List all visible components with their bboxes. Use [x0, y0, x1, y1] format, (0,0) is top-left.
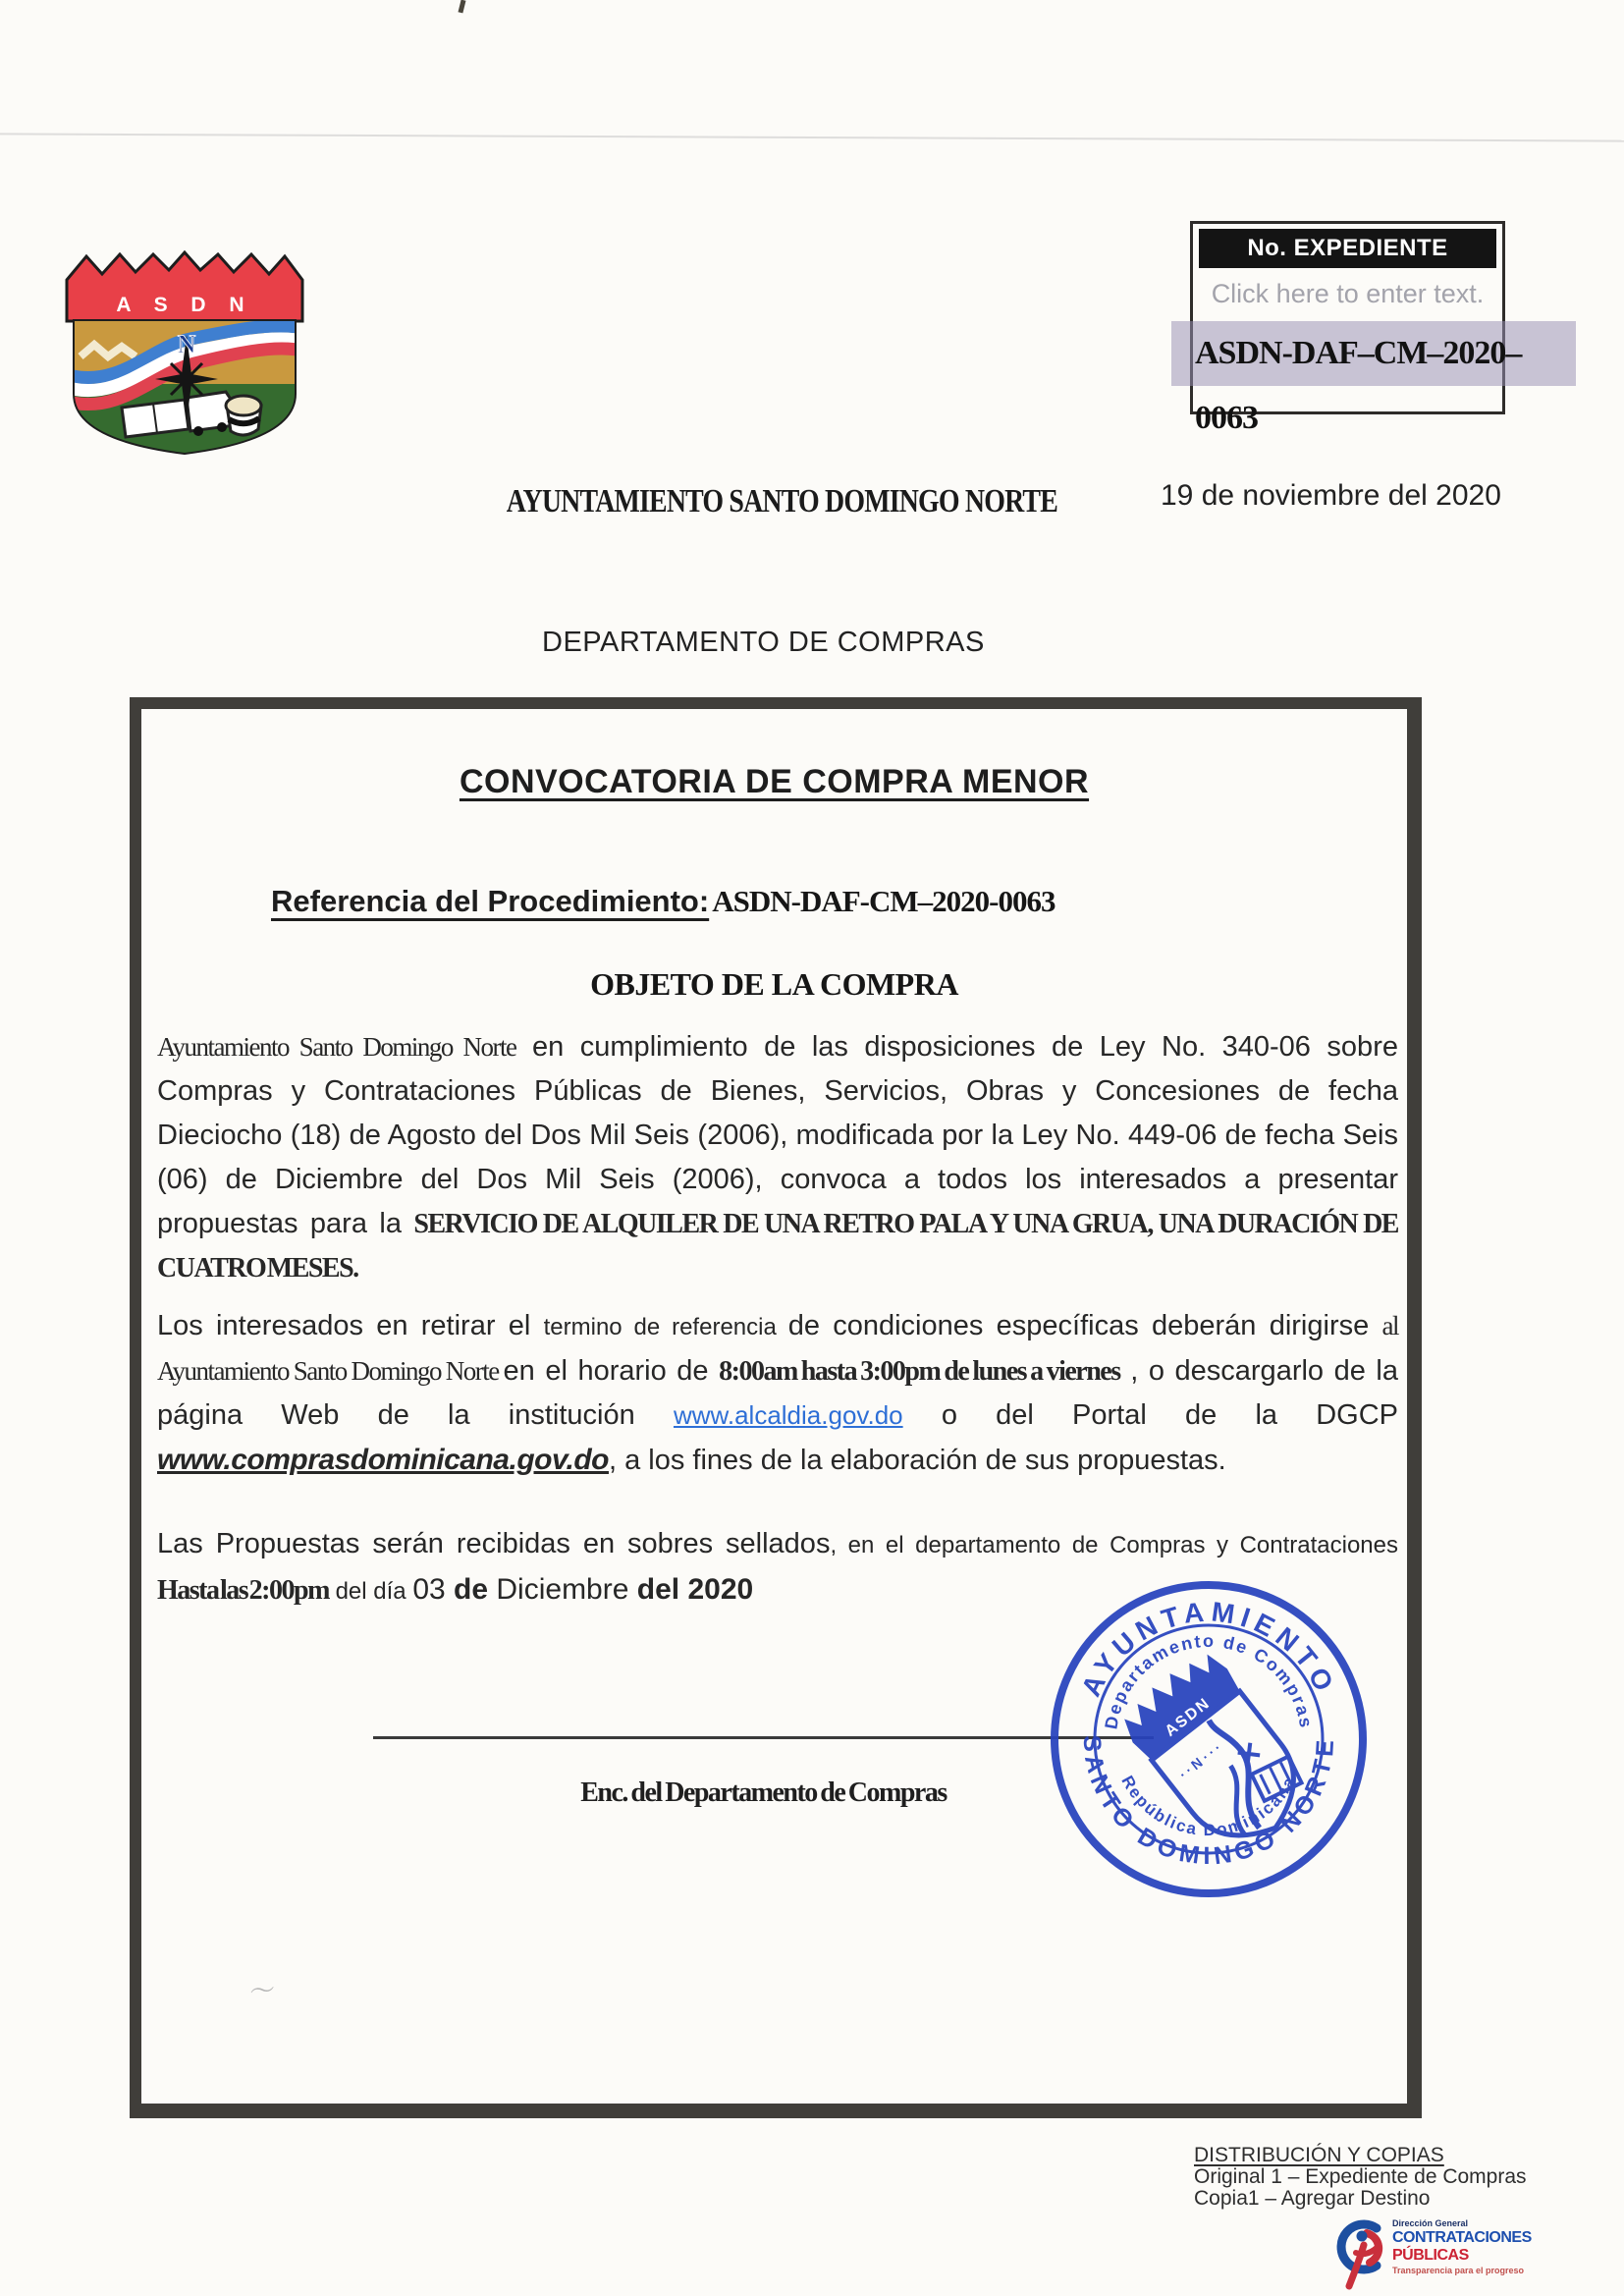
expediente-input-placeholder[interactable]: Click here to enter text. [1211, 279, 1485, 308]
distribution-line-copy: Copia1 – Agregar Destino [1194, 2187, 1431, 2210]
dgcp-logo [1327, 2215, 1532, 2290]
stamp-text-santo-domingo-norte: SANTO DOMINGO NORTE [1077, 1734, 1340, 1871]
stamp-compass-dots: ∙ ∙ N ∙ ∙ ∙ [1175, 1739, 1224, 1782]
department-heading: DEPARTAMENTO DE COMPRAS [542, 627, 985, 658]
p1-body-segment: en cumplimiento de las disposiciones de Ley No. 340-06 sobre Compras y Contrataciones Públicas de Bienes, Servicios, Obras y Concesiones de fecha Dieciocho (18) de Agosto del Dos Mil Seis (2006), modificada por la Ley No. 449-06 de fecha Seis (06) de Diciembre del Dos Mil Seis (2006), convoca a todos los interesados a presentar propuestas para la [157, 1031, 1398, 1239]
p3-seg5: 03 [412, 1573, 455, 1606]
expediente-header: No. EXPEDIENTE [1199, 229, 1496, 268]
dgcp-line-transparencia: Transparencia para el progreso [1392, 2266, 1525, 2275]
distribution-block [1194, 2145, 1527, 2210]
document-body-frame [130, 697, 1422, 2118]
section-title-objeto: OBJETO DE LA COMPRA [590, 966, 958, 1002]
document-title-text: CONVOCATORIA DE COMPRA MENOR [459, 763, 1090, 800]
stamp-text-departamento: Departamento de Compras [1101, 1630, 1317, 1731]
signature-title: Enc. del Departamento de Compras [580, 1777, 947, 1808]
p3-seg2: , en el departamento de Compras y Contrataciones [830, 1532, 1398, 1558]
dgcp-logo-icon [1327, 2215, 1388, 2290]
reference-label: Referencia del Procedimiento: [271, 884, 710, 918]
reference-line [271, 884, 1055, 919]
dgcp-line-publicas: PÚBLICAS [1392, 2247, 1469, 2264]
p2-seg4: al Ayuntamiento Santo Domingo Norte [157, 1311, 1398, 1386]
scan-artifact-line [0, 133, 1624, 141]
department-stamp [1045, 1575, 1373, 1903]
p3-seg7: Diciembre [496, 1573, 637, 1606]
reference-code: ASDN-DAF-CM–2020-0063 [709, 884, 1056, 918]
distribution-title: DISTRIBUCIÓN Y COPIAS [1194, 2144, 1444, 2166]
p2-seg7: , o descargarlo de la página Web de la institución [157, 1355, 1399, 1431]
p2-seg11: , a los fines de la elaboración de sus propuestas. [608, 1445, 1226, 1476]
scan-artifact-tick [459, 0, 466, 13]
compass-north-letter: N [177, 330, 196, 358]
paragraph-terms-retrieval [157, 1304, 1398, 1483]
p2-seg1: Los interesados en retirar el [157, 1310, 544, 1341]
dgcp-line-contrataciones: CONTRATACIONES [1392, 2229, 1532, 2246]
p1-org-segment: Ayuntamiento Santo Domingo Norte [157, 1032, 516, 1062]
document-date: 19 de noviembre del 2020 [1161, 479, 1501, 512]
logo-acronym-text: A S D N [116, 294, 253, 316]
p3-seg6: de [454, 1573, 497, 1606]
p1-service-segment: SERVICIO DE ALQUILER DE UNA RETRO PALA Y UNA GRUA, UNA DURACIÓN DE CUATRO MESES. [157, 1209, 1398, 1284]
alcaldia-link[interactable]: www.alcaldia.gov.do [673, 1400, 903, 1430]
p2-seg9: o del Portal de la DGCP [902, 1399, 1399, 1431]
p3-seg3: Hasta las 2:00pm [157, 1575, 329, 1606]
stamp-text-ayuntamiento: AYUNTAMIENTO [1075, 1596, 1342, 1702]
org-name-heading: AYUNTAMIENTO SANTO DOMINGO NORTE [506, 483, 1057, 519]
p3-seg8: del 2020 [636, 1573, 754, 1606]
expediente-highlight-band [1171, 321, 1576, 436]
stamp-center-acronym: ASDN [1162, 1694, 1215, 1740]
p3-seg1: Las Propuestas serán recibidas en sobres sellados [157, 1528, 831, 1559]
signature-line [373, 1736, 1154, 1739]
asdn-coat-of-arms-logo [61, 229, 308, 457]
p2-seg2: termino de referencia [543, 1314, 788, 1340]
scan-artifact-squiggle: 〜 [247, 1974, 278, 2007]
distribution-line-original: Original 1 – Expediente de Compras [1194, 2165, 1527, 2188]
comprasdominicana-link[interactable]: www.comprasdominicana.gov.do [157, 1444, 609, 1476]
p2-seg3: de condiciones específicas deberán dirigirse [787, 1310, 1382, 1341]
document-title [141, 763, 1407, 801]
stamp-text-republica: República Dominicana [1117, 1772, 1300, 1840]
p3-seg4: del día [328, 1578, 413, 1605]
p2-seg6: 8:00am hasta 3:00pm de lunes a viernes [719, 1356, 1120, 1387]
expediente-code: ASDN-DAF–CM–2020–0063 [1195, 335, 1522, 436]
p2-seg5: en el horario de [503, 1355, 720, 1387]
paragraph-object-of-purchase [157, 1025, 1398, 1290]
dgcp-line-direccion: Dirección General [1392, 2218, 1469, 2228]
dgcp-logo-text [1392, 2215, 1532, 2275]
